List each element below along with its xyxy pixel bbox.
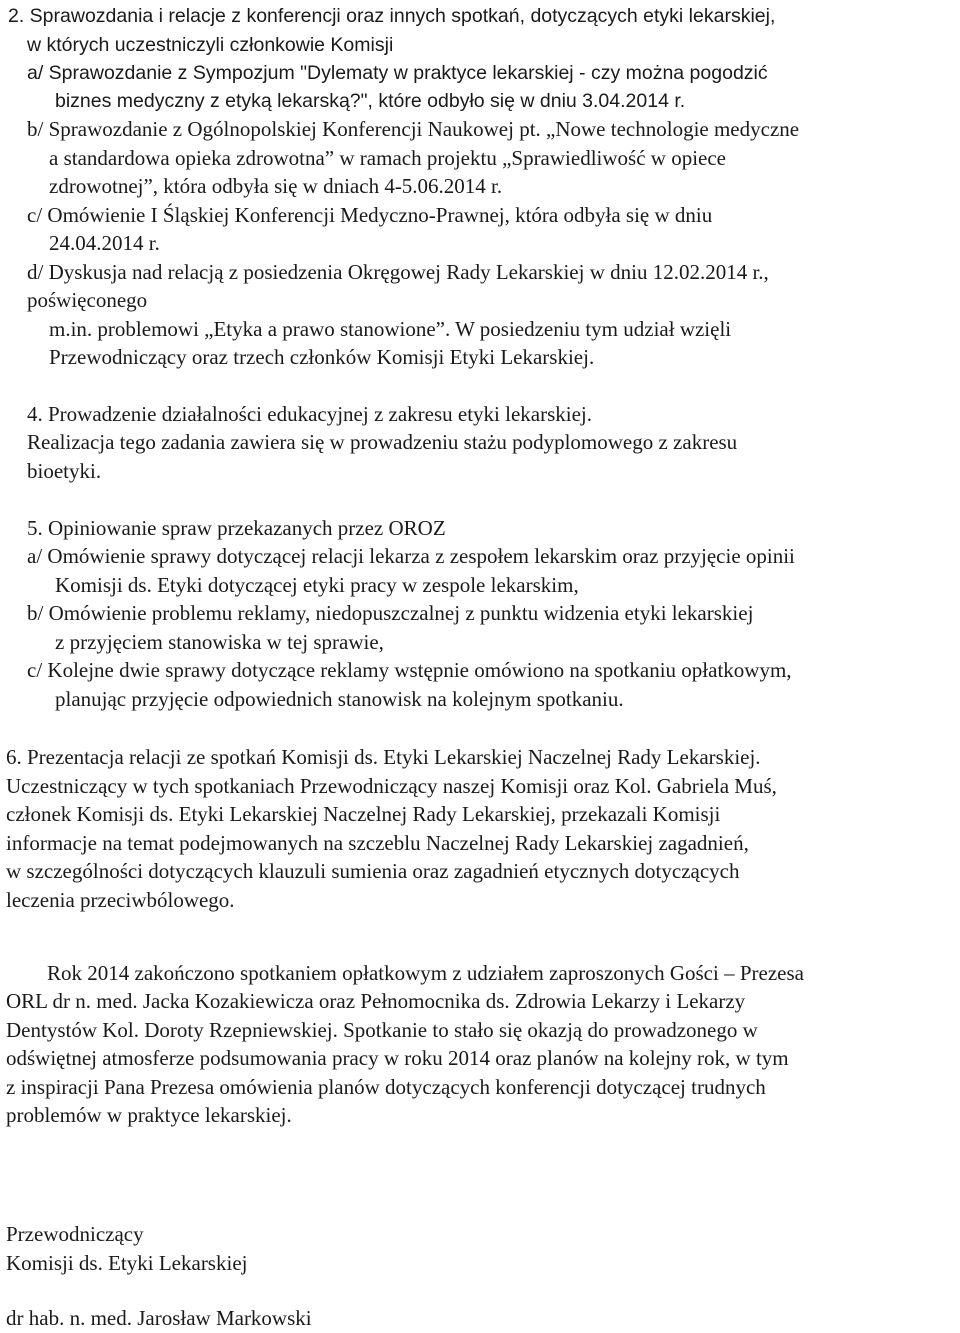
section-6-line: członek Komisji ds. Etyki Lekarskiej Naczelnej Rady Lekarskiej, przekazali Komisji: [6, 802, 721, 826]
closing-line: z inspiracji Pana Prezesa omówienia planów dotyczących konferencji dotyczącej trudnych: [6, 1075, 766, 1099]
item-2d-line: d/ Dyskusja nad relacją z posiedzenia Okręgowej Rady Lekarskiej w dniu 12.02.2014 r.,: [27, 260, 769, 284]
section-4-line: Realizacja tego zadania zawiera się w prowadzeniu stażu podyplomowego z zakresu: [27, 430, 738, 454]
section-4-heading: 4. Prowadzenie działalności edukacyjnej z zakresu etyki lekarskiej.: [27, 402, 593, 426]
section-6-line: leczenia przeciwbólowego.: [6, 888, 235, 912]
item-5c-line: planując przyjęcie odpowiednich stanowisk na kolejnym spotkaniu.: [55, 687, 624, 711]
section-5-heading: 5. Opiniowanie spraw przekazanych przez OROZ: [27, 516, 446, 540]
section-6-heading: 6. Prezentacja relacji ze spotkań Komisji ds. Etyki Lekarskiej Naczelnej Rady Lekarskiej.: [6, 745, 761, 769]
closing-line: problemów w praktyce lekarskiej.: [6, 1103, 292, 1127]
item-5a-line: Komisji ds. Etyki dotyczącej etyki pracy w zespole lekarskim,: [55, 573, 579, 597]
item-5b-line: b/ Omówienie problemu reklamy, niedopuszczalnej z punktu widzenia etyki lekarskiej: [27, 601, 754, 625]
item-2a-line: biznes medyczny z etyką lekarską?", które odbyło się w dniu 3.04.2014 r.: [55, 90, 686, 112]
item-2d-line: m.in. problemowi „Etyka a prawo stanowione”. W posiedzeniu tym udział wzięli: [49, 317, 732, 341]
item-5c-line: c/ Kolejne dwie sprawy dotyczące reklamy wstępnie omówiono na spotkaniu opłatkowym,: [27, 658, 792, 682]
item-5b-line: z przyjęciem stanowiska w tej sprawie,: [55, 630, 384, 654]
item-2b-line: zdrowotnej”, która odbyła się w dniach 4-5.06.2014 r.: [49, 174, 503, 198]
closing-line: odświętnej atmosferze podsumowania pracy w roku 2014 oraz planów na kolejny rok, w tym: [6, 1046, 789, 1070]
item-2b-line: b/ Sprawozdanie z Ogólnopolskiej Konferencji Naukowej pt. „Nowe technologie medyczne: [27, 117, 800, 141]
closing-line: Dentystów Kol. Doroty Rzepniewskiej. Spotkanie to stało się okazją do prowadzonego w: [6, 1018, 758, 1042]
item-2b-line: a standardowa opieka zdrowotna” w ramach projektu „Sprawiedliwość w opiece: [49, 146, 726, 170]
section-6-line: informacje na temat podejmowanych na szczeblu Naczelnej Rady Lekarskiej zagadnień,: [6, 831, 749, 855]
item-2c-line: 24.04.2014 r.: [49, 231, 160, 255]
item-2c-line: c/ Omówienie I Śląskiej Konferencji Medyczno-Prawnej, która odbyła się w dniu: [27, 203, 713, 227]
section-6-line: Uczestniczący w tych spotkaniach Przewodniczący naszej Komisji oraz Kol. Gabriela Muś,: [6, 774, 777, 798]
signature-role: Przewodniczący: [6, 1222, 144, 1246]
closing-line: ORL dr n. med. Jacka Kozakiewicza oraz Pełnomocnika ds. Zdrowia Lekarzy i Lekarzy: [6, 989, 746, 1013]
closing-line: Rok 2014 zakończono spotkaniem opłatkowym z udziałem zaproszonych Gości – Prezesa: [47, 961, 804, 985]
item-5a-line: a/ Omówienie sprawy dotyczącej relacji lekarza z zespołem lekarskim oraz przyjęcie opinii: [27, 544, 795, 568]
signature-committee: Komisji ds. Etyki Lekarskiej: [6, 1251, 248, 1275]
section-2-heading: 2. Sprawozdania i relacje z konferencji oraz innych spotkań, dotyczących etyki lekarskiej,: [8, 5, 776, 27]
item-2d-line: poświęconego: [27, 288, 148, 312]
section-6-line: w szczególności dotyczących klauzuli sumienia oraz zagadnień etycznych dotyczących: [6, 859, 740, 883]
signature-name: dr hab. n. med. Jarosław Markowski: [6, 1306, 312, 1330]
section-2-line: w których uczestniczyli członkowie Komisji: [27, 34, 394, 56]
item-2d-line: Przewodniczący oraz trzech członków Komisji Etyki Lekarskiej.: [49, 345, 595, 369]
section-4-line: bioetyki.: [27, 459, 102, 483]
item-2a-line: a/ Sprawozdanie z Sympozjum "Dylematy w praktyce lekarskiej - czy można pogodzić: [27, 62, 768, 84]
